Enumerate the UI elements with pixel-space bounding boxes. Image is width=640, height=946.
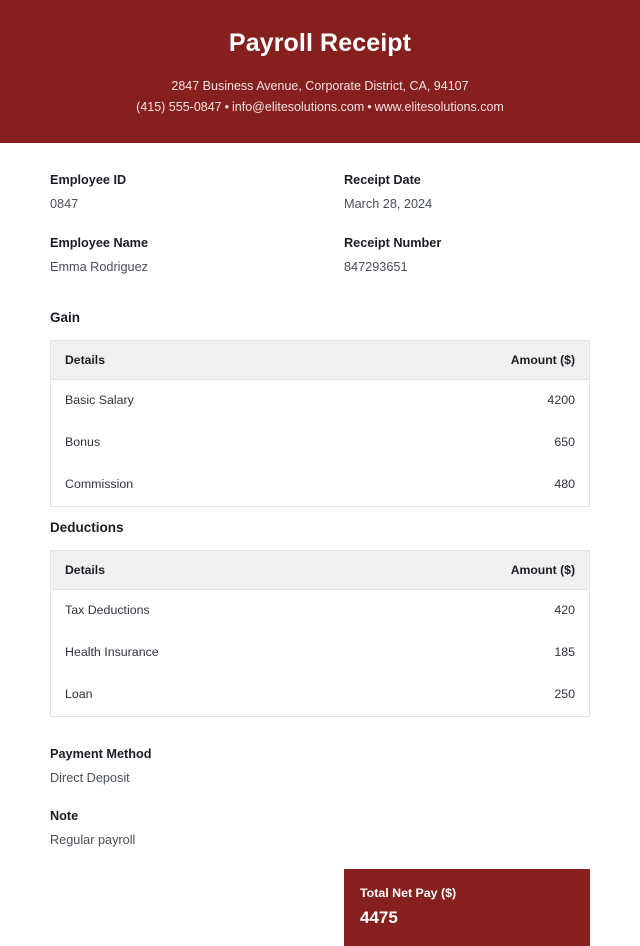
deductions-table-body <box>51 589 590 716</box>
table-row <box>51 379 590 421</box>
deductions-row-amount: 185 <box>554 644 575 659</box>
total-row <box>50 869 590 946</box>
deductions-row-details: Health Insurance <box>65 644 159 659</box>
gain-header-amount: Amount ($) <box>326 340 589 379</box>
gain-row-amount: 480 <box>554 476 575 491</box>
deductions-section-title: Deductions <box>50 519 124 535</box>
gain-table-body <box>51 379 590 506</box>
deductions-header-amount: Amount ($) <box>357 550 590 589</box>
table-row <box>51 632 590 674</box>
gain-row-details: Bonus <box>65 434 101 449</box>
company-website: www.elitesolutions.com <box>374 99 504 114</box>
employee-id-field <box>50 171 344 234</box>
gain-section <box>50 309 590 507</box>
table-row <box>51 422 590 464</box>
gain-table <box>50 340 590 507</box>
contact-separator-1: • <box>224 99 230 114</box>
deductions-table-head <box>51 550 590 589</box>
total-net-pay-label: Total Net Pay ($) <box>360 885 457 900</box>
gain-row-amount: 4200 <box>547 392 575 407</box>
receipt-number-field <box>344 234 590 297</box>
note-value: Regular payroll <box>50 832 136 847</box>
document-body <box>0 143 640 946</box>
gain-row-details: Commission <box>65 476 134 491</box>
receipt-date-value: March 28, 2024 <box>344 196 433 211</box>
total-net-pay-box <box>344 869 590 946</box>
employee-name-label: Employee Name <box>50 235 149 250</box>
receipt-meta-grid <box>50 171 590 297</box>
deductions-row-amount: 250 <box>554 686 575 701</box>
deductions-row-details: Tax Deductions <box>65 602 150 617</box>
company-contact-line <box>136 97 504 117</box>
note-field <box>50 807 590 850</box>
payment-method-field <box>50 745 590 788</box>
employee-id-label: Employee ID <box>50 172 127 187</box>
employee-name-value: Emma Rodriguez <box>50 259 149 274</box>
company-phone: (415) 555-0847 <box>136 99 222 114</box>
employee-name-field <box>50 234 344 297</box>
receipt-date-field <box>344 171 590 234</box>
deductions-table <box>50 550 590 717</box>
deductions-table-header-row <box>51 550 590 589</box>
gain-row-amount: 650 <box>554 434 575 449</box>
deductions-header-details: Details <box>51 550 357 589</box>
gain-section-title: Gain <box>50 309 81 325</box>
gain-table-head <box>51 340 590 379</box>
deductions-row-amount: 420 <box>554 602 575 617</box>
deductions-section <box>50 519 590 717</box>
payment-method-value: Direct Deposit <box>50 770 130 785</box>
gain-table-header-row <box>51 340 590 379</box>
total-net-pay-value: 4475 <box>360 908 398 928</box>
footer-meta <box>50 745 590 850</box>
payment-method-label: Payment Method <box>50 746 152 761</box>
employee-id-value: 0847 <box>50 196 79 211</box>
table-row <box>51 674 590 716</box>
company-email: info@elitesolutions.com <box>232 99 365 114</box>
document-header <box>0 0 640 143</box>
note-label: Note <box>50 808 79 823</box>
page-title: Payroll Receipt <box>228 29 412 57</box>
receipt-number-label: Receipt Number <box>344 235 442 250</box>
table-row <box>51 464 590 506</box>
deductions-row-details: Loan <box>65 686 93 701</box>
gain-header-details: Details <box>51 340 327 379</box>
gain-row-details: Basic Salary <box>65 392 134 407</box>
contact-separator-2: • <box>367 99 372 114</box>
receipt-number-value: 847293651 <box>344 259 408 274</box>
receipt-date-label: Receipt Date <box>344 172 421 187</box>
company-address: 2847 Business Avenue, Corporate District, CA, 94107 <box>171 79 469 94</box>
table-row <box>51 589 590 631</box>
